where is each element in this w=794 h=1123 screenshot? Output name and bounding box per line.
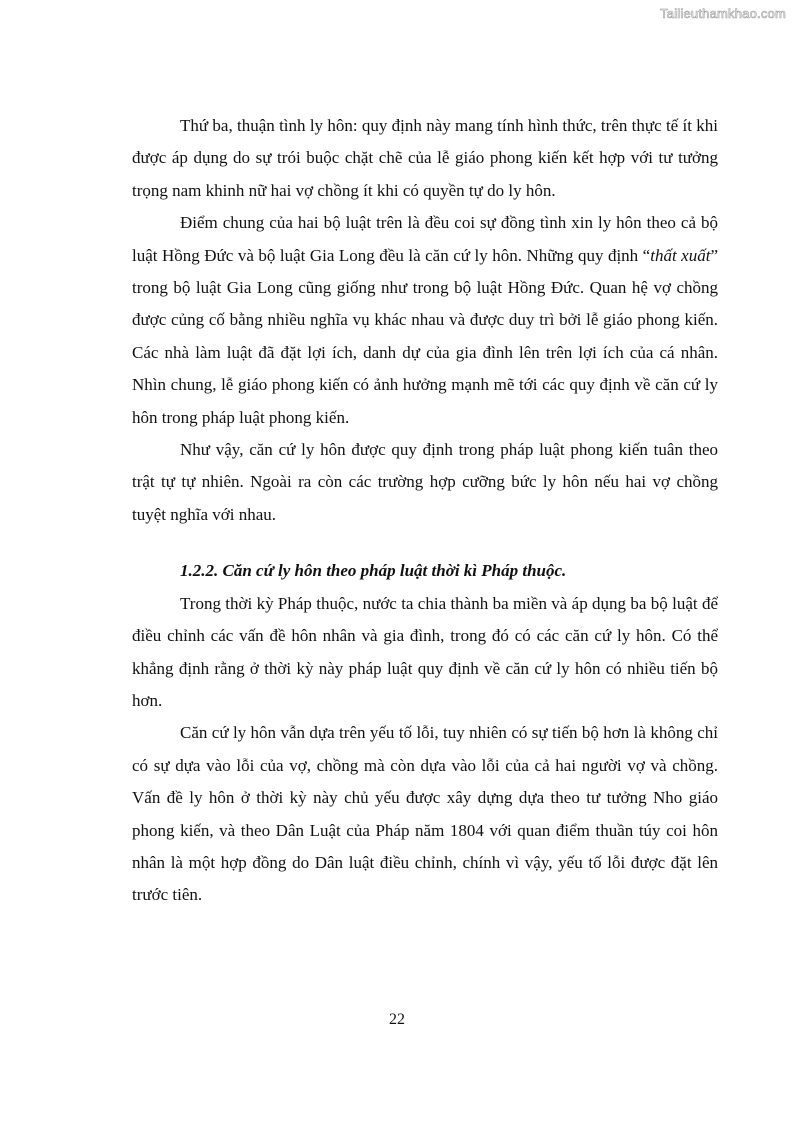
paragraph: Trong thời kỳ Pháp thuộc, nước ta chia thành ba miền và áp dụng ba bộ luật để điều chỉnh các vấn đề hôn nhân và gia đình, trong đó có các căn cứ ly hôn. Có thể khẳng định rằng ở thời kỳ này pháp luật quy định về căn cứ ly hôn có nhiều tiến bộ hơn. bbox=[132, 593, 718, 710]
paragraph-text: Điểm chung của hai bộ luật trên là đều coi sự đồng tình xin ly hôn theo cả bộ luật Hồng Đức và bộ luật Gia Long đều là căn cứ ly hôn. Những quy định “ bbox=[132, 213, 718, 265]
page-number: 22 bbox=[389, 1011, 405, 1028]
paragraph bbox=[132, 207, 718, 434]
paragraph: Căn cứ ly hôn vẫn dựa trên yếu tố lỗi, tuy nhiên có sự tiến bộ hơn là không chỉ có sự dựa vào lỗi của vợ, chồng mà còn dựa vào lỗi của cả hai người vợ và chồng. Vấn đề ly hôn ở thời kỳ này chủ yếu được xây dựng dựa theo tư tưởng Nho giáo phong kiến, và theo Dân Luật của Pháp năm 1804 với quan điểm thuần túy coi hôn nhân là một hợp đồng do Dân luật điều chỉnh, chính vì vậy, yếu tố lỗi được đặt lên trước tiên. bbox=[132, 723, 718, 905]
document-body bbox=[132, 110, 718, 912]
section-heading: 1.2.2. Căn cứ ly hôn theo pháp luật thời kì Pháp thuộc. bbox=[180, 561, 567, 581]
watermark: Tailieuthamkhao.com bbox=[660, 6, 786, 21]
paragraph: Như vậy, căn cứ ly hôn được quy định trong pháp luật phong kiến tuân theo trật tự tự nhiên. Ngoài ra còn các trường hợp cưỡng bức ly hôn nếu hai vợ chồng tuyệt nghĩa với nhau. bbox=[132, 440, 718, 524]
italic-term: thất xuất bbox=[650, 245, 711, 265]
paragraph-text: ” trong bộ luật Gia Long cũng giống như trong bộ luật Hồng Đức. Quan hệ vợ chồng được củng cố bằng nhiều nghĩa vụ khác nhau và được duy trì bởi lễ giáo phong kiến. Các nhà làm luật đã đặt lợi ích, danh dự của gia đình lên trên lợi ích của cá nhân. Nhìn chung, lễ giáo phong kiến có ảnh hưởng mạnh mẽ tới các quy định về căn cứ ly hôn trong pháp luật phong kiến. bbox=[132, 245, 718, 427]
paragraph: Thứ ba, thuận tình ly hôn: quy định này mang tính hình thức, trên thực tế ít khi được áp dụng do sự trói buộc chặt chẽ của lễ giáo phong kiến kết hợp với tư tưởng trọng nam khinh nữ hai vợ chồng ít khi có quyền tự do ly hôn. bbox=[132, 116, 718, 200]
